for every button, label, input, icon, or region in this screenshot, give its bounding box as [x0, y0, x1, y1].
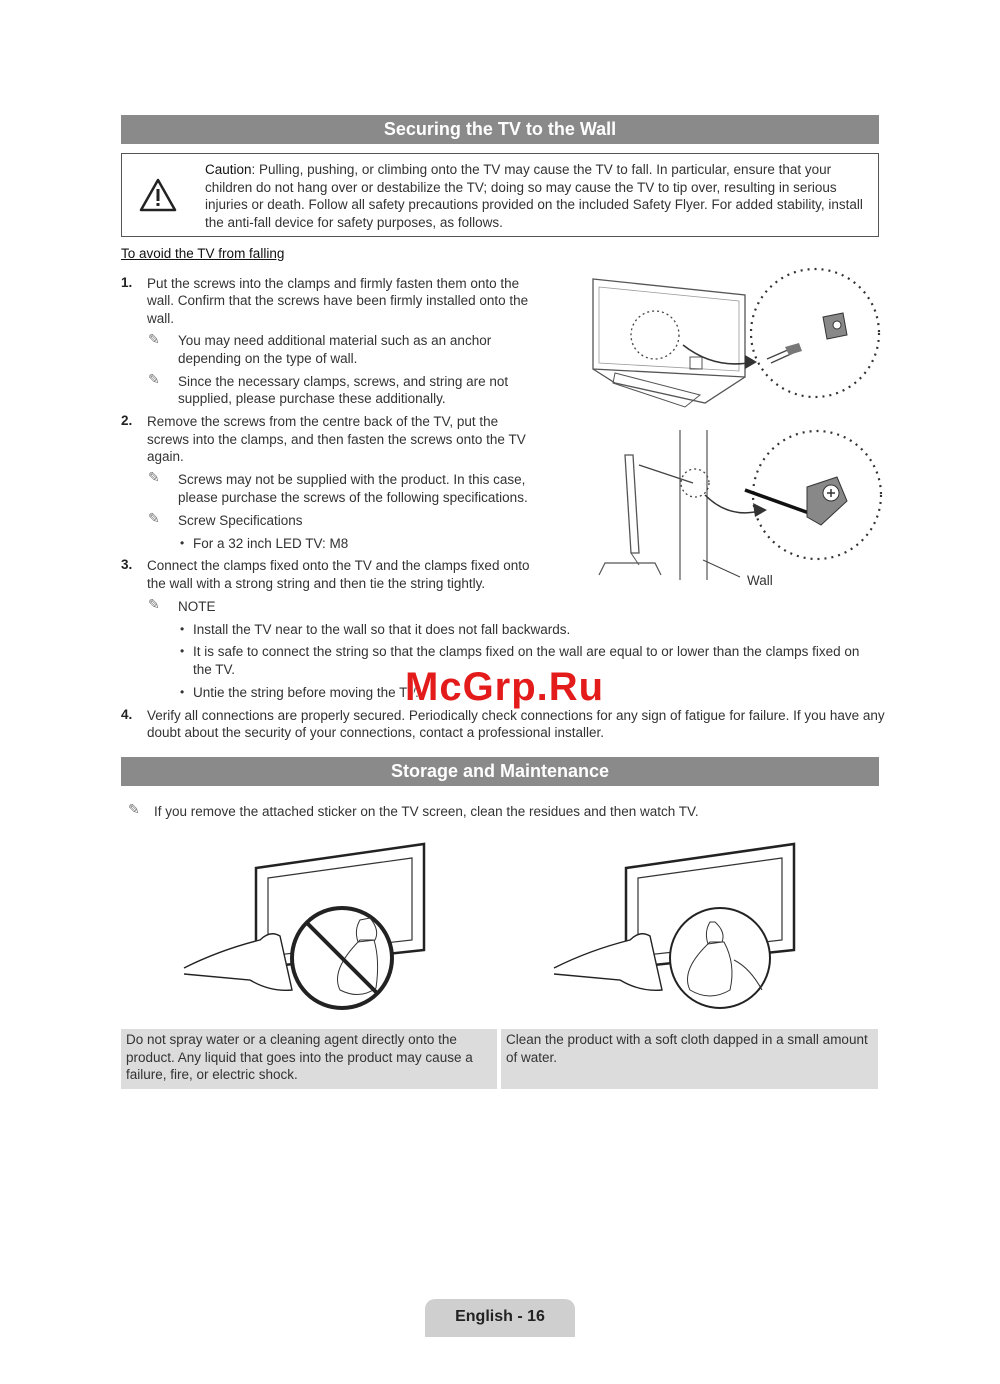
note-bullet-3: Untie the string before moving the TV.: [193, 685, 419, 700]
pencil-note-icon: ✎: [148, 469, 160, 485]
pencil-note-icon: ✎: [148, 510, 160, 526]
bullet-dot: •: [180, 644, 185, 658]
note-1b-line-1: Since the necessary clamps, screws, and string are not: [178, 374, 509, 389]
note-bullet-1: Install the TV near to the wall so that it does not fall backwards.: [193, 622, 571, 637]
tv-wall-string-illustration: [595, 425, 885, 585]
note-bullet-2-line-2: the TV.: [193, 662, 236, 677]
step-2-line-1: Remove the screws from the centre back of the TV, put the: [147, 414, 499, 429]
step-1-line-2: wall. Confirm that the screws have been firmly installed onto the: [147, 293, 529, 308]
note-label: NOTE: [178, 599, 216, 614]
note-2a-line-2: please purchase the screws of the following specifications.: [178, 490, 528, 505]
wall-label: Wall: [747, 573, 773, 588]
pencil-note-icon: ✎: [128, 801, 140, 817]
caution-box: [121, 153, 879, 237]
step-3-number: 3.: [121, 557, 133, 572]
section-title-securing: Securing the TV to the Wall: [121, 115, 879, 144]
note-1a-line-2: depending on the type of wall.: [178, 351, 358, 366]
caption-clean-cloth: [501, 1029, 878, 1089]
pencil-note-icon: ✎: [148, 596, 160, 612]
caution-body: : Pulling, pushing, or climbing onto the TV may cause the TV to fall. In particular, ensure that your children do not hang over or destabilize the TV; doing so may cause the TV to tip over, resulting in serious injuries or death. Follow all safety precautions provided on the included Safety Flyer. For added stability, install the anti-fall device for safety purposes, as follows.: [205, 162, 863, 230]
step-1-line-1: Put the screws into the clamps and firmly fasten them onto the: [147, 276, 520, 291]
bullet-dot: •: [180, 685, 185, 699]
step-4-number: 4.: [121, 707, 133, 722]
note-bullet-2-line-1: It is safe to connect the string so that the clamps fixed on the wall are equal to or lower than the clamps fixed on: [193, 644, 860, 659]
bullet-dot: •: [180, 622, 185, 636]
step-3-line-1: Connect the clamps fixed onto the TV and the clamps fixed onto: [147, 558, 530, 573]
caption-no-spray: [121, 1029, 497, 1089]
warning-triangle-icon: [139, 178, 177, 212]
caption-left-line-2: product. Any liquid that goes into the product may cause a: [126, 1049, 473, 1065]
step-2-line-3: again.: [147, 449, 184, 464]
step-2-line-2: screws into the clamps, and then fasten the screws onto the TV: [147, 432, 526, 447]
caution-label: Caution: [205, 162, 252, 177]
caption-right-line-2: of water.: [506, 1049, 558, 1065]
caption-left-line-1: Do not spray water or a cleaning agent directly onto the: [126, 1032, 457, 1047]
screw-spec-bullet: For a 32 inch LED TV: M8: [193, 536, 349, 551]
storage-note: If you remove the attached sticker on the TV screen, clean the residues and then watch TV.: [154, 804, 699, 819]
step-3-line-2: the wall with a strong string and then tie the string tightly.: [147, 576, 486, 591]
pencil-note-icon: ✎: [148, 371, 160, 387]
section-title-storage: Storage and Maintenance: [121, 757, 879, 786]
pencil-note-icon: ✎: [148, 331, 160, 347]
step-1-number: 1.: [121, 275, 133, 290]
subheading-avoid-falling: To avoid the TV from falling: [121, 246, 285, 261]
note-1a-line-1: You may need additional material such as an anchor: [178, 333, 492, 348]
step-4-line-1: Verify all connections are properly secured. Periodically check connections for any sign of fatigue for failure. If you have any: [147, 708, 885, 723]
no-spray-illustration: [180, 840, 440, 1020]
clean-cloth-illustration: [550, 840, 810, 1020]
note-2a-line-1: Screws may not be supplied with the product. In this case,: [178, 472, 526, 487]
caption-left-line-3: failure, fire, or electric shock.: [126, 1067, 298, 1082]
note-2b-line-1: Screw Specifications: [178, 513, 303, 528]
tv-back-clamp-illustration: [585, 265, 885, 415]
bullet-dot: •: [180, 536, 185, 550]
note-1b-line-2: supplied, please purchase these additionally.: [178, 391, 446, 406]
step-1-line-3: wall.: [147, 311, 175, 326]
step-2-number: 2.: [121, 413, 133, 428]
caution-text: [205, 161, 865, 231]
step-4-line-2: doubt about the security of your connections, contact a professional installer.: [147, 725, 605, 740]
page-footer: English - 16: [425, 1299, 575, 1337]
watermark: McGrp.Ru: [405, 665, 605, 709]
caption-right-line-1: Clean the product with a soft cloth dapped in a small amount: [506, 1032, 868, 1047]
